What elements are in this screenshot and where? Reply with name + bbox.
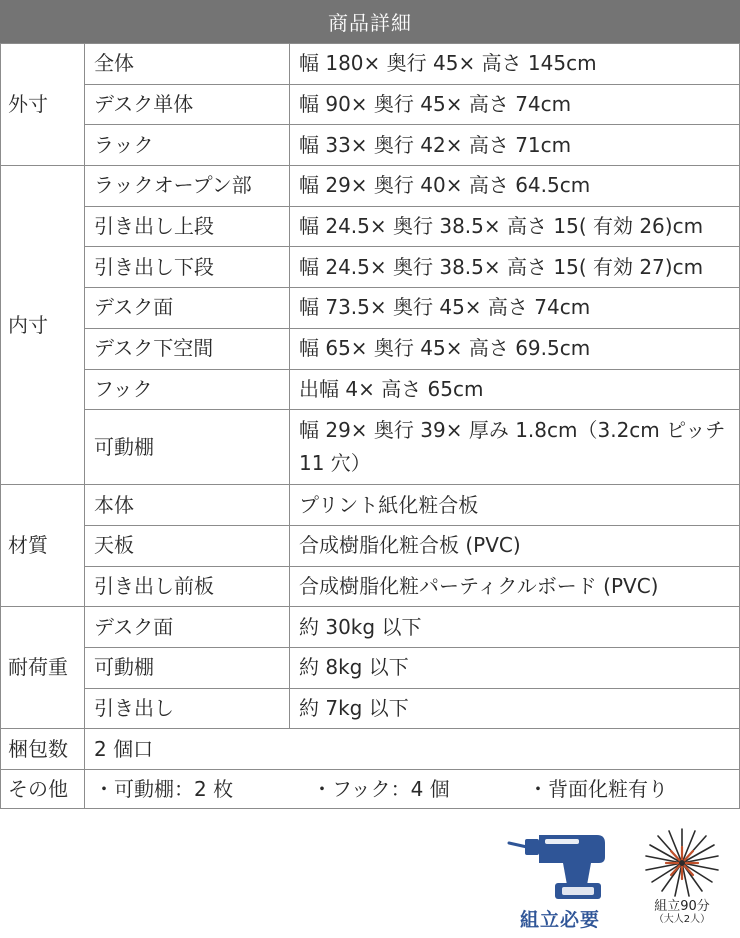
row-label: 引き出し下段 — [85, 247, 290, 288]
spec-table — [0, 43, 740, 809]
row-value: 幅 33× 奥行 42× 高さ 71cm — [290, 125, 740, 166]
table-row — [1, 607, 740, 648]
row-value: 幅 73.5× 奥行 45× 高さ 74cm — [290, 288, 740, 329]
row-value: 幅 90× 奥行 45× 高さ 74cm — [290, 84, 740, 125]
group-label-outer: 外寸 — [1, 44, 85, 166]
table-row — [1, 166, 740, 207]
others-value — [85, 770, 740, 809]
row-value: 幅 29× 奥行 39× 厚み 1.8cm（3.2cm ピッチ 11 穴） — [290, 410, 740, 485]
assembly-time-badge — [632, 823, 732, 935]
row-value: 約 30kg 以下 — [290, 607, 740, 648]
table-row — [1, 44, 740, 85]
assembly-time-label: 組立90分 — [654, 899, 710, 914]
table-row — [1, 369, 740, 410]
row-label: 可動棚 — [85, 647, 290, 688]
assembly-required-label: 組立必要 — [519, 909, 600, 931]
clock-burst-icon — [632, 823, 732, 899]
group-label-load: 耐荷重 — [1, 607, 85, 729]
table-row — [1, 485, 740, 526]
table-row — [1, 410, 740, 485]
packages-label: 梱包数 — [1, 729, 85, 770]
table-row — [1, 647, 740, 688]
assembly-time-caption — [632, 900, 732, 925]
others-item: ・可動棚：2 枚 — [94, 776, 234, 801]
row-label: ラック — [85, 125, 290, 166]
assembly-people-label: （大人2人） — [653, 914, 711, 926]
row-label: 引き出し前板 — [85, 566, 290, 607]
table-title: 商品詳細 — [0, 0, 740, 43]
row-value: 約 7kg 以下 — [290, 688, 740, 729]
table-row — [1, 328, 740, 369]
drill-icon — [505, 825, 615, 905]
row-label: ラックオープン部 — [85, 166, 290, 207]
row-value: 幅 29× 奥行 40× 高さ 64.5cm — [290, 166, 740, 207]
row-value: 合成樹脂化粧パーティクルボード (PVC) — [290, 566, 740, 607]
table-row — [1, 688, 740, 729]
row-label: デスク面 — [85, 288, 290, 329]
row-value: 出幅 4× 高さ 65cm — [290, 369, 740, 410]
row-label: デスク面 — [85, 607, 290, 648]
row-label: デスク下空間 — [85, 328, 290, 369]
table-row — [1, 288, 740, 329]
row-label: 引き出し — [85, 688, 290, 729]
row-label: 全体 — [85, 44, 290, 85]
row-value: 合成樹脂化粧合板 (PVC) — [290, 525, 740, 566]
row-label: デスク単体 — [85, 84, 290, 125]
row-label: 可動棚 — [85, 410, 290, 485]
row-value: 幅 24.5× 奥行 38.5× 高さ 15( 有効 26)cm — [290, 206, 740, 247]
table-row — [1, 84, 740, 125]
table-row — [1, 566, 740, 607]
row-value: プリント紙化粧合板 — [290, 485, 740, 526]
row-value: 幅 65× 奥行 45× 高さ 69.5cm — [290, 328, 740, 369]
row-value: 約 8kg 以下 — [290, 647, 740, 688]
row-value: 幅 180× 奥行 45× 高さ 145cm — [290, 44, 740, 85]
table-row — [1, 525, 740, 566]
packages-value: 2 個口 — [85, 729, 740, 770]
table-row — [1, 206, 740, 247]
table-row — [1, 247, 740, 288]
table-row — [1, 770, 740, 809]
table-row — [1, 729, 740, 770]
group-label-inner: 内寸 — [1, 166, 85, 485]
others-item: ・フック：4 個 — [312, 776, 450, 801]
row-value: 幅 24.5× 奥行 38.5× 高さ 15( 有効 27)cm — [290, 247, 740, 288]
others-label: その他 — [1, 770, 85, 809]
row-label: 引き出し上段 — [85, 206, 290, 247]
table-row — [1, 125, 740, 166]
group-label-material: 材質 — [1, 485, 85, 607]
row-label: 本体 — [85, 485, 290, 526]
assembly-required-badge — [505, 825, 615, 935]
row-label: フック — [85, 369, 290, 410]
row-label: 天板 — [85, 525, 290, 566]
others-item: ・背面化粧有り — [528, 776, 668, 801]
